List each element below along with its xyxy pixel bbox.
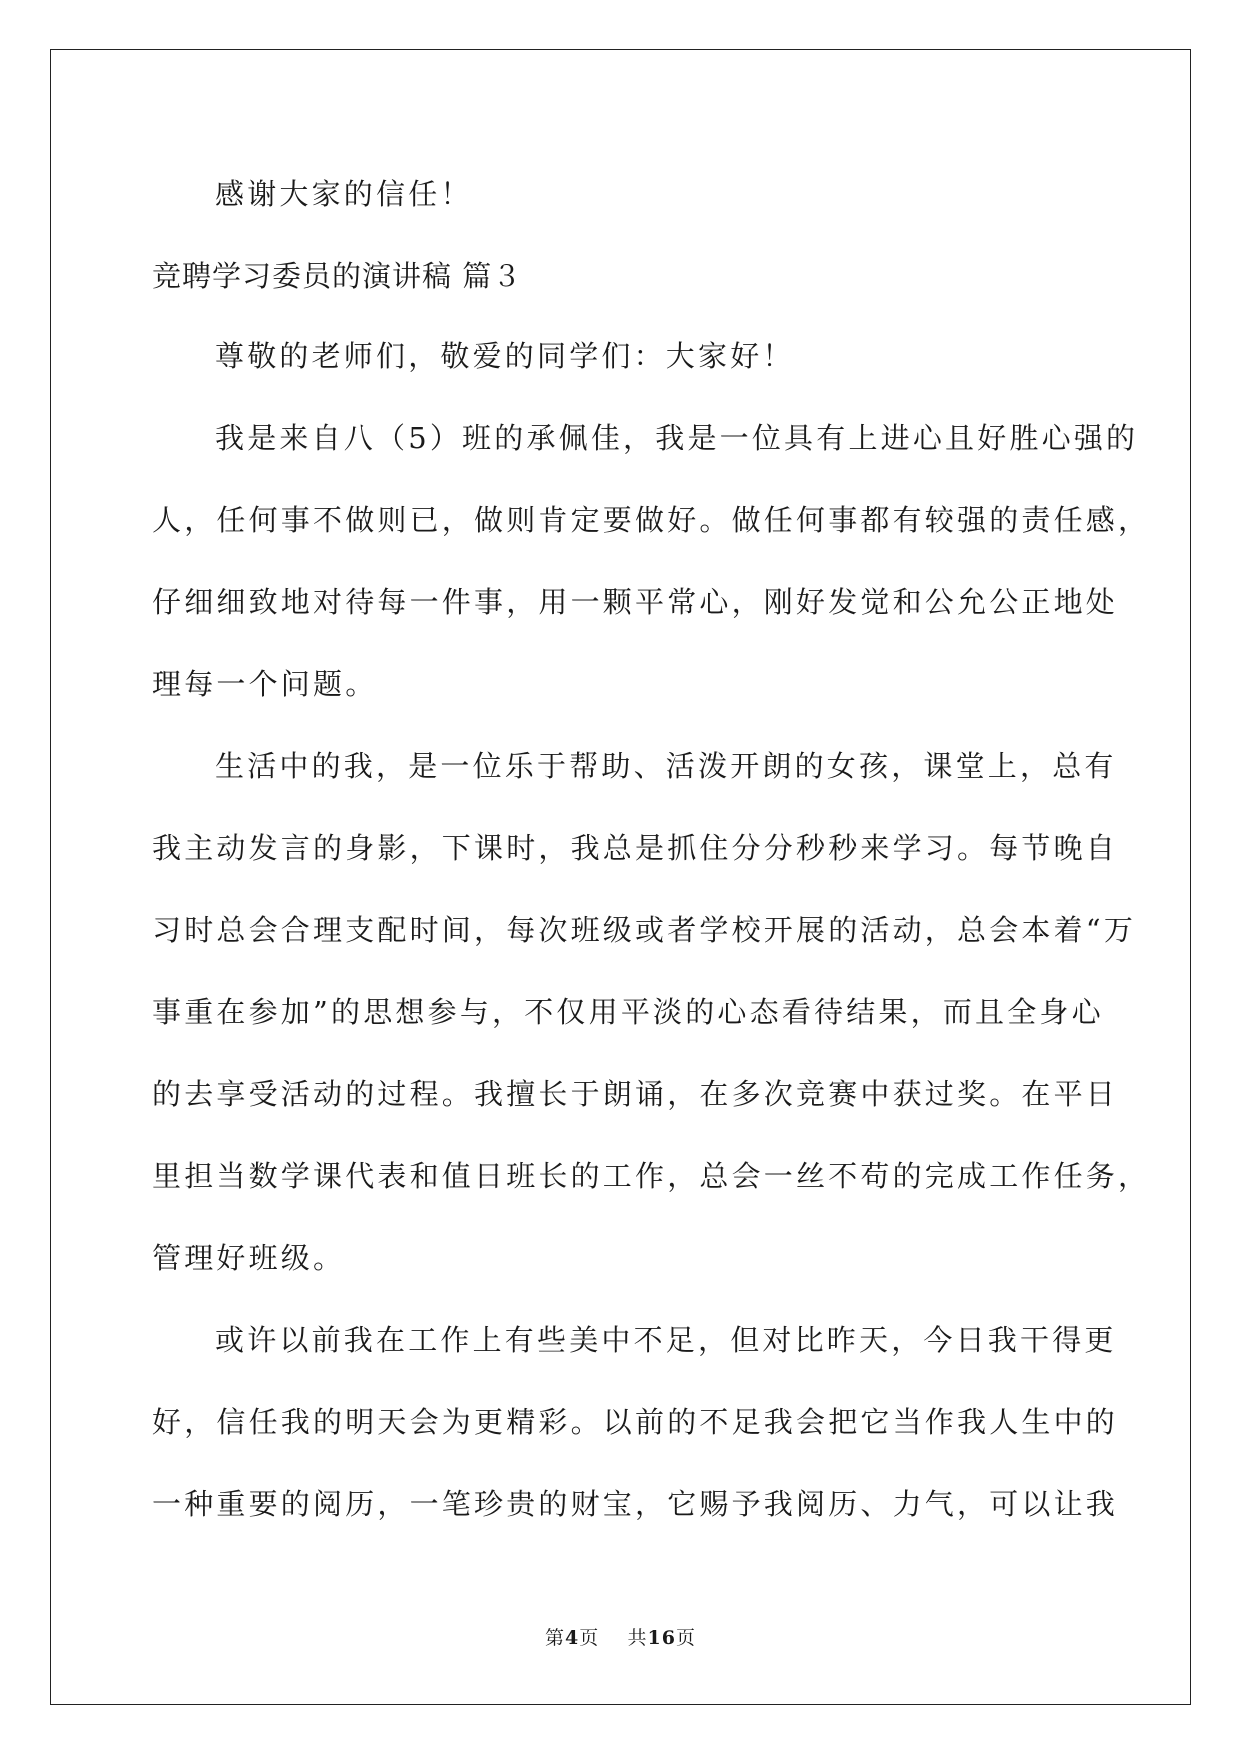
section-title: 竞聘学习委员的演讲稿 篇３ — [152, 259, 523, 293]
footer-total-suffix: 页 — [675, 1627, 696, 1649]
text-line: 里担当数学课代表和值日班长的工作，总会一丝不苟的完成工作任务， — [152, 1159, 1151, 1193]
closing-line: 感谢大家的信任！ — [215, 177, 473, 211]
text-line: 的去享受活动的过程。我擅长于朗诵，在多次竞赛中获过奖。在平日 — [152, 1077, 1119, 1111]
footer-prefix: 第 — [545, 1627, 566, 1649]
text-line: 好，信任我的明天会为更精彩。以前的不足我会把它当作我人生中的 — [152, 1405, 1119, 1439]
current-page-number: 4 — [565, 1627, 580, 1649]
text-line: 仔细细致地对待每一件事，用一颗平常心，刚好发觉和公允公正地处 — [152, 585, 1119, 619]
document-body — [152, 168, 1151, 1560]
footer-page-suffix: 页 — [579, 1627, 600, 1649]
text-line: 或许以前我在工作上有些美中不足，但对比昨天，今日我干得更 — [215, 1323, 1117, 1357]
text-line: 我主动发言的身影，下课时，我总是抓住分分秒秒来学习。每节晚自 — [152, 831, 1119, 865]
text-line: 一种重要的阅历，一笔珍贵的财宝，它赐予我阅历、力气，可以让我 — [152, 1487, 1119, 1521]
text-line: 事重在参加”的思想参与，不仅用平淡的心态看待结果，而且全身心 — [152, 995, 1104, 1029]
text-line: 我是来自八（5）班的承佩佳，我是一位具有上进心且好胜心强的 — [215, 421, 1139, 455]
text-line: 理每一个问题。 — [152, 667, 378, 701]
footer-total-prefix: 共 — [627, 1627, 648, 1649]
text-line: 尊敬的老师们，敬爱的同学们：大家好！ — [215, 339, 795, 373]
text-line: 管理好班级。 — [152, 1241, 346, 1275]
total-page-count: 16 — [647, 1627, 676, 1649]
text-line: 习时总会合理支配时间，每次班级或者学校开展的活动，总会本着“万 — [152, 913, 1137, 947]
page-footer — [0, 1623, 1241, 1650]
text-line: 生活中的我，是一位乐于帮助、活泼开朗的女孩，课堂上，总有 — [215, 749, 1117, 783]
paragraph-lines — [152, 330, 1151, 1560]
text-line: 人，任何事不做则已，做则肯定要做好。做任何事都有较强的责任感， — [152, 503, 1151, 537]
